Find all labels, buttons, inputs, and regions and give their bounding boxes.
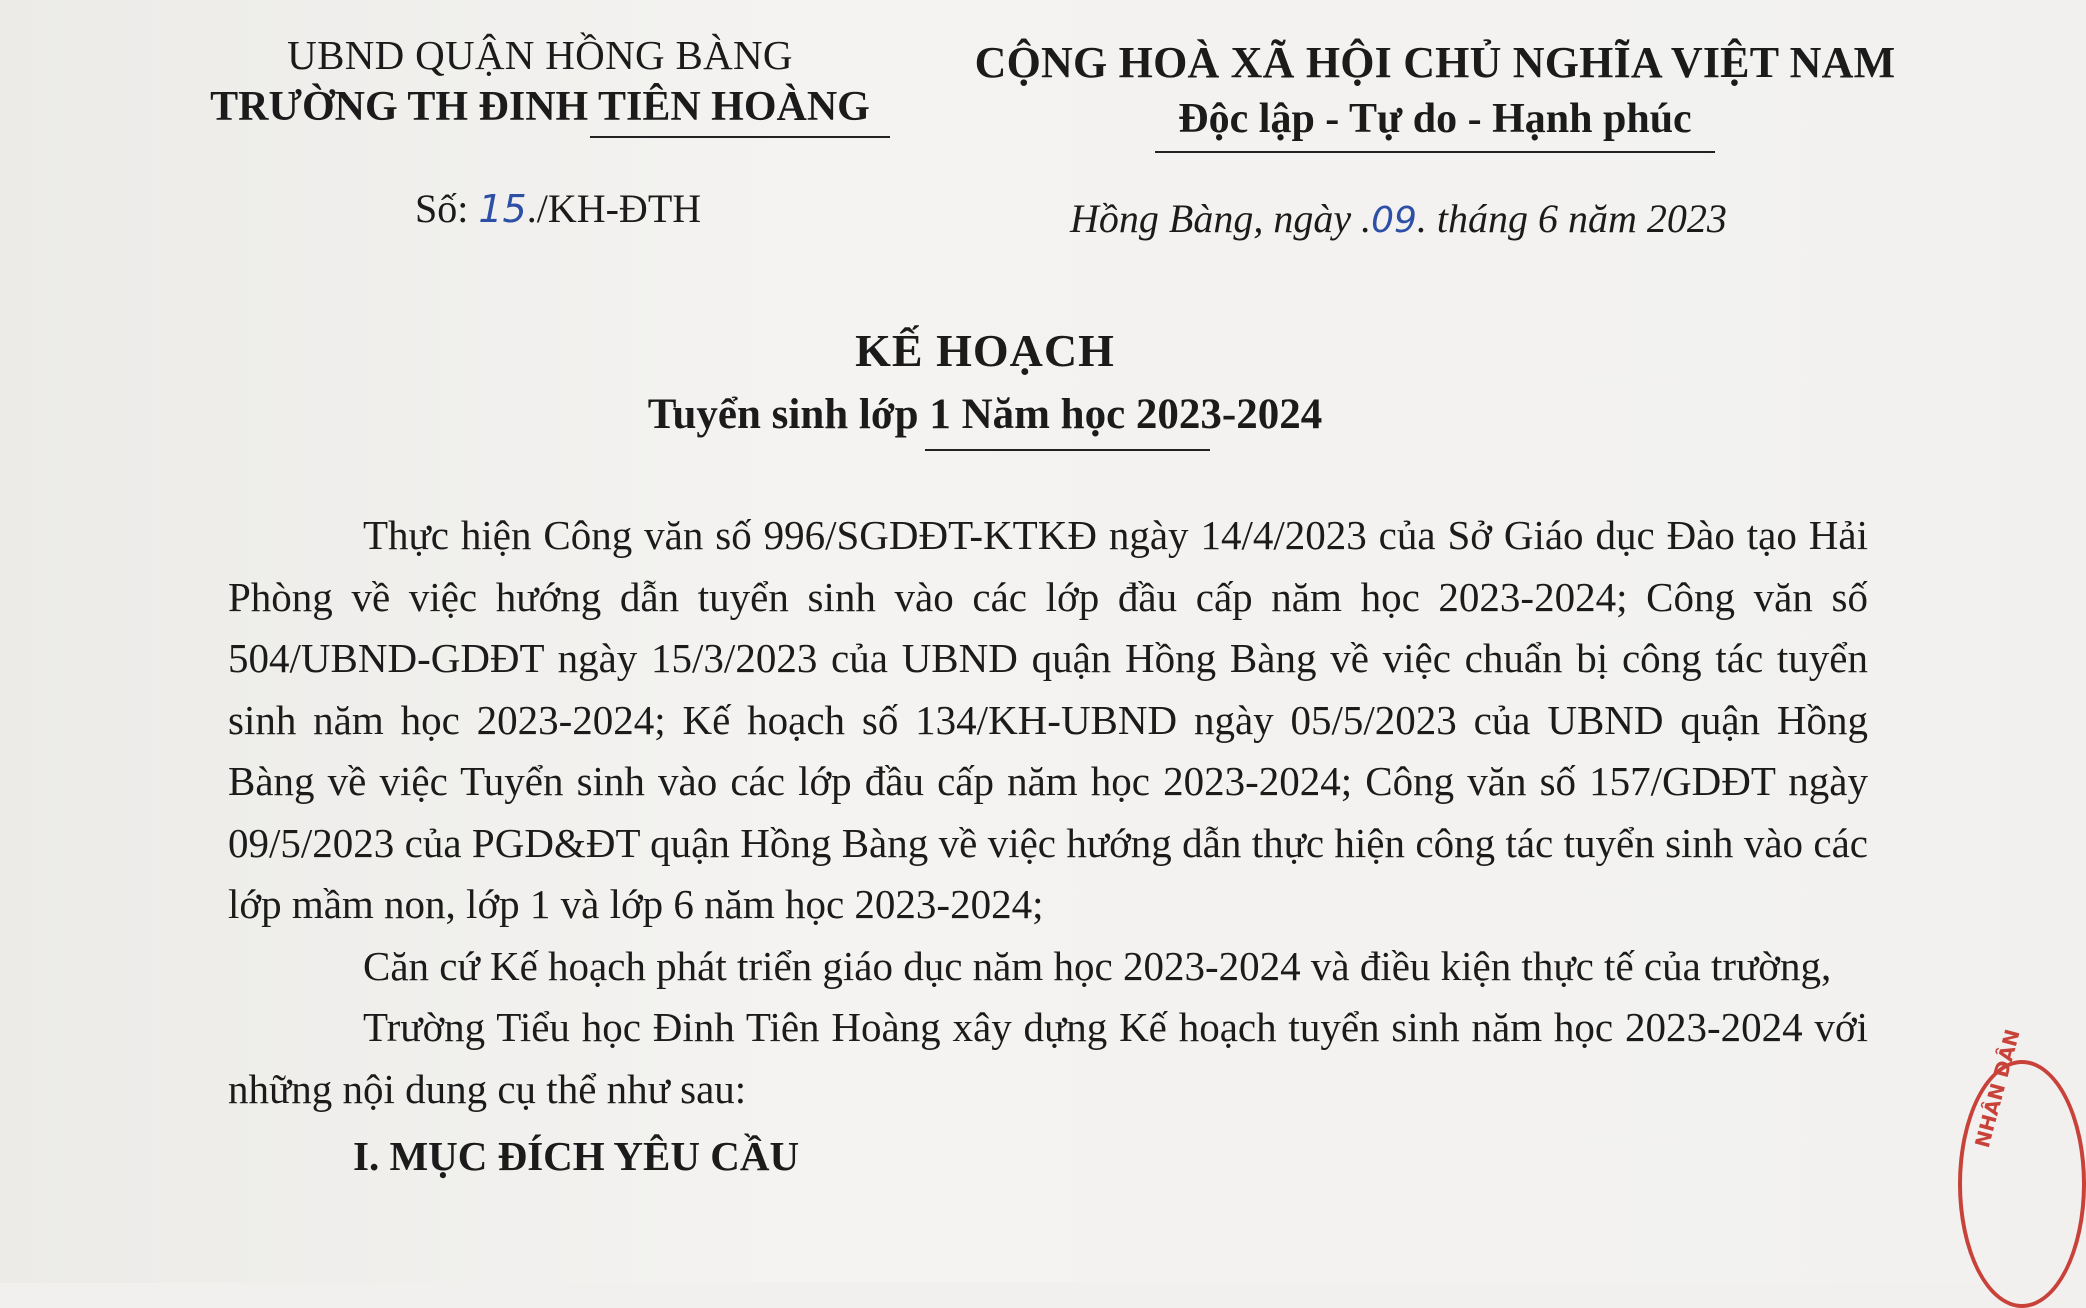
national-motto: Độc lập - Tự do - Hạnh phúc xyxy=(1178,96,1692,142)
motto-underline xyxy=(1155,151,1715,153)
issuer-school-name: TRƯỜNG TH ĐINH TIÊN HOÀNG xyxy=(210,84,870,130)
date-suffix: . tháng 6 năm 2023 xyxy=(1416,196,1727,241)
national-motto-block xyxy=(930,35,1940,153)
document-body xyxy=(228,505,1868,1188)
issuer-underline xyxy=(590,136,890,138)
date-prefix: Hồng Bàng, ngày . xyxy=(1070,196,1372,241)
document-title: KẾ HOẠCH xyxy=(855,325,1115,376)
document-title-block xyxy=(0,325,2000,451)
red-seal-stamp xyxy=(1958,1026,2086,1308)
doc-number-suffix: ./KH-ĐTH xyxy=(526,186,702,231)
doc-number-prefix: Số: xyxy=(415,186,479,231)
document-number xyxy=(415,185,701,232)
date-day-handwritten: 09 xyxy=(1371,200,1417,241)
seal-text: NHÂN DÂN xyxy=(1970,1026,2025,1151)
issuer-parent-agency: UBND QUẬN HỒNG BÀNG xyxy=(287,32,793,78)
document-subtitle: Tuyển sinh lớp 1 Năm học 2023-2024 xyxy=(647,391,1323,438)
national-title: CỘNG HOÀ XÃ HỘI CHỦ NGHĨA VIỆT NAM xyxy=(974,38,1896,87)
body-paragraph: Thực hiện Công văn số 996/SGDĐT-KTKĐ ngày 14/4/2023 của Sở Giáo dục Đào tạo Hải Phòng về việc hướng dẫn tuyển sinh vào các lớp đầu cấp năm học 2023-2024; Công văn số 504/UBND-GDĐT ngày 15/3/2023 của UBND quận Hồng Bàng về việc chuẩn bị công tác tuyển sinh năm học 2023-2024; Kế hoạch số 134/KH-UBND ngày 05/5/2023 của UBND quận Hồng Bàng về việc Tuyển sinh vào các lớp đầu cấp năm học 2023-2024; Công văn số 157/GDĐT ngày 09/5/2023 của PGD&ĐT quận Hồng Bàng về việc hướng dẫn thực hiện công tác tuyển sinh vào các lớp mầm non, lớp 1 và lớp 6 năm học 2023-2024; xyxy=(228,512,1868,927)
title-underline xyxy=(925,449,1210,451)
body-paragraph: Trường Tiểu học Đinh Tiên Hoàng xây dựng Kế hoạch tuyển sinh năm học 2023-2024 với những nội dung cụ thể như sau: xyxy=(228,1004,1868,1112)
issuer-block xyxy=(160,30,920,138)
doc-number-handwritten: 15 xyxy=(478,187,527,231)
body-paragraph: Căn cứ Kế hoạch phát triển giáo dục năm học 2023-2024 và điều kiện thực tế của trường, xyxy=(363,942,1832,989)
issue-date xyxy=(1070,195,1727,242)
section-heading: I. MỤC ĐÍCH YÊU CẦU xyxy=(353,1133,800,1179)
